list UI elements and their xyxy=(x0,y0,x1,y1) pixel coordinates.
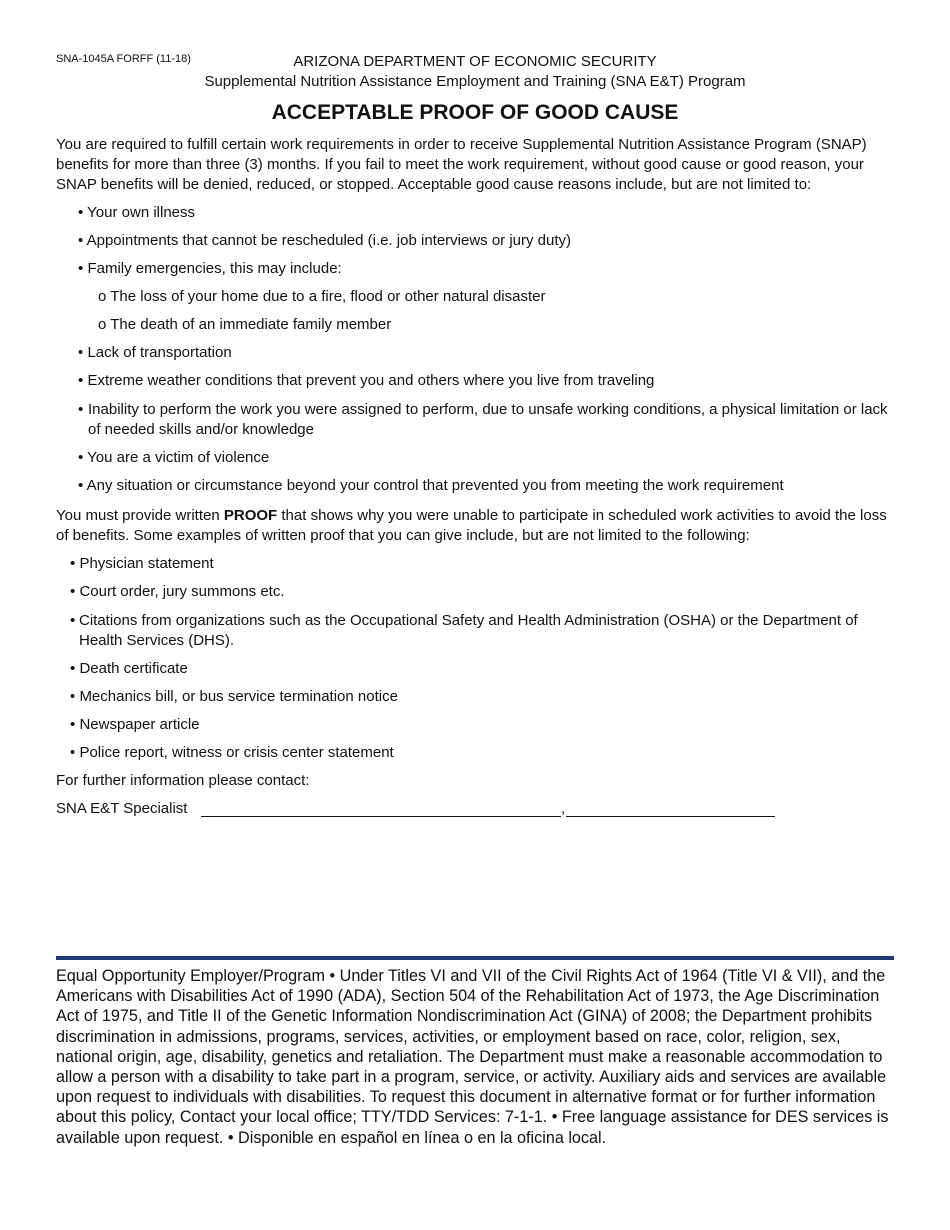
program-name: Supplemental Nutrition Assistance Employment and Training (SNA E&T) Program xyxy=(204,73,746,90)
bullet-marker: • xyxy=(70,612,76,629)
bullet-marker: • xyxy=(78,372,84,389)
bullet-marker: • xyxy=(70,555,76,572)
proof-item: • Citations from organizations such as the Occupational Safety and Health Administration (OSHA) or the Department of Health Services (DHS). xyxy=(70,612,858,649)
specialist-name-field[interactable] xyxy=(201,816,561,817)
proof-item: • Death certificate xyxy=(70,660,188,677)
proof-item: • Police report, witness or crisis center statement xyxy=(70,744,394,761)
bullet-marker: • xyxy=(78,477,84,494)
bullet-marker: • xyxy=(78,344,84,361)
good-cause-item: • Inability to perform the work you were assigned to perform, due to unsafe working conditions, a physical limitation or lack of needed skills and/or knowledge xyxy=(78,401,888,438)
bullet-marker: • xyxy=(78,204,84,221)
bullet-marker: • xyxy=(70,716,76,733)
proof-emphasis: PROOF xyxy=(223,507,278,524)
bullet-marker: • xyxy=(78,232,84,249)
proof-item: • Mechanics bill, or bus service termination notice xyxy=(70,688,398,705)
bullet-marker: • xyxy=(78,260,84,277)
contact-prompt: For further information please contact: xyxy=(56,772,310,789)
proof-item: • Newspaper article xyxy=(70,716,200,733)
sub-bullet-marker: o xyxy=(98,288,107,305)
bullet-marker: • xyxy=(78,449,84,466)
footer-divider xyxy=(56,956,894,960)
bullet-marker: • xyxy=(70,583,76,600)
good-cause-item: • Your own illness xyxy=(78,204,196,221)
bullet-marker: • xyxy=(70,660,76,677)
page-title: ACCEPTABLE PROOF OF GOOD CAUSE xyxy=(271,101,679,124)
good-cause-item: • You are a victim of violence xyxy=(78,449,270,466)
agency-name: ARIZONA DEPARTMENT OF ECONOMIC SECURITY xyxy=(293,53,657,70)
good-cause-sub-item: o The loss of your home due to a fire, flood or other natural disaster xyxy=(98,288,546,305)
eeo-statement: Equal Opportunity Employer/Program • Under Titles VI and VII of the Civil Rights Act of 1964 (Title VI & VII), and the Americans with Disabilities Act of 1990 (ADA), Section 504 of the Rehabilitation Act of 1973, the Age Discrimination Act of 1975, and Title II of the Genetic Information Nondiscrimination Act (GINA) of 2008; the Department prohibits discrimination in admissions, programs, services, activities, or employment based on race, color, religion, sex, national origin, age, disability, genetics and retaliation. The Department must make a reasonable accommodation to allow a person with a disability to take part in a program, service, or activity. Auxiliary aids and services are available upon request to individuals with disabilities. To request this document in alternative format or for further information about this policy, Contact your local office; TTY/TDD Services: 7-1-1. • Free language assistance for DES services is available upon request. • Disponible en español en línea o en la oficina local. xyxy=(56,967,889,1147)
good-cause-item: • Family emergencies, this may include: xyxy=(78,260,342,277)
specialist-phone-field[interactable] xyxy=(566,816,775,817)
form-id: SNA-1045A FORFF (11-18) xyxy=(56,53,191,65)
good-cause-item: • Appointments that cannot be rescheduled (i.e. job interviews or jury duty) xyxy=(78,232,572,249)
bullet-marker: • xyxy=(78,401,84,418)
good-cause-item: • Any situation or circumstance beyond your control that prevented you from meeting the work requirement xyxy=(78,477,784,494)
intro-paragraph: You are required to fulfill certain work requirements in order to receive Supplemental Nutrition Assistance Program (SNAP) benefits for more than three (3) months. If you fail to meet the work requirement, without good cause or good reason, your SNAP benefits will be denied, reduced, or stopped. Acceptable good cause reasons include, but are not limited to: xyxy=(56,136,867,193)
good-cause-item: • Lack of transportation xyxy=(78,344,232,361)
bullet-marker: • xyxy=(70,688,76,705)
bullet-marker: • xyxy=(70,744,76,761)
proof-item: • Court order, jury summons etc. xyxy=(70,583,285,600)
proof-item: • Physician statement xyxy=(70,555,214,572)
specialist-label: SNA E&T Specialist xyxy=(56,800,188,817)
good-cause-sub-item: o The death of an immediate family member xyxy=(98,316,392,333)
good-cause-item: • Extreme weather conditions that prevent you and others where you live from traveling xyxy=(78,372,655,389)
sub-bullet-marker: o xyxy=(98,316,107,333)
proof-paragraph: You must provide written PROOF that shows why you were unable to participate in scheduled work activities to avoid the loss of benefits. Some examples of written proof that you can give include, but are not limited to the following: xyxy=(56,507,887,544)
field-separator: , xyxy=(561,800,566,817)
